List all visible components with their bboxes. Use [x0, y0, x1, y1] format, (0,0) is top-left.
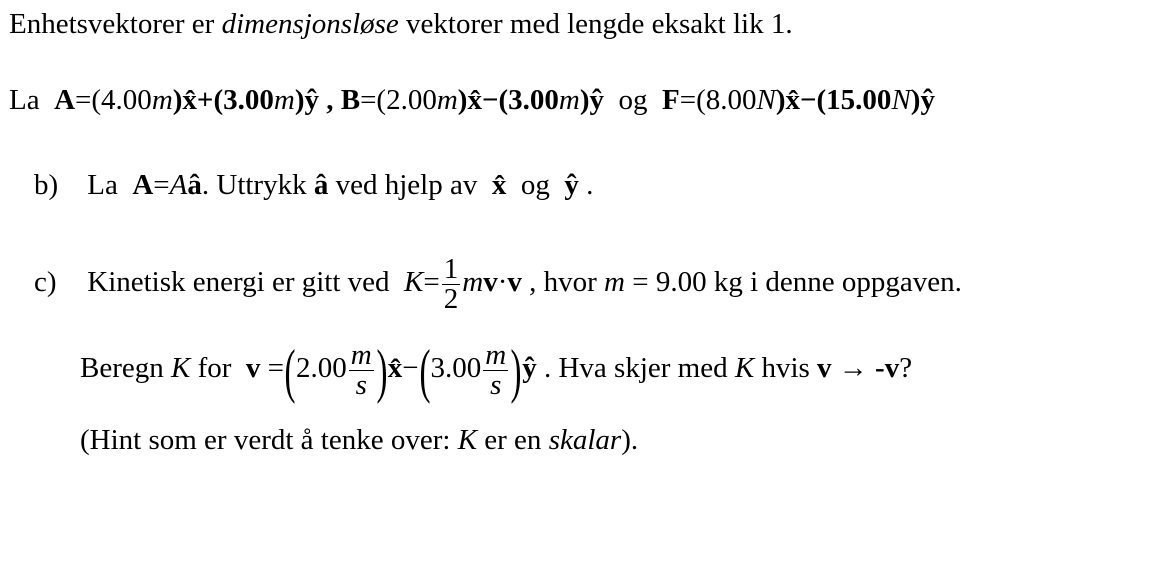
vector-B-expr-3: )ŷ: [579, 84, 605, 116]
vector-A-unit-2: m: [273, 84, 295, 116]
part-b-y-hat: ŷ: [564, 169, 579, 201]
part-c-K: K: [404, 266, 424, 299]
beregn-text-4: . Hva skjer med: [543, 352, 728, 385]
part-c-label: c): [34, 266, 57, 299]
vector-A-expr-1: =(4.00: [75, 84, 152, 116]
part-b: [34, 167, 593, 203]
vector-F-unit-1: N: [756, 84, 776, 116]
part-b-text-1: . Uttrykk: [201, 169, 307, 201]
intro-text-before: Enhetsvektorer er: [9, 8, 222, 40]
beregn-x-hat: x̂: [387, 352, 403, 385]
one-half-fraction: [442, 255, 461, 314]
arrow-icon: →: [838, 352, 868, 385]
part-b-og: og: [520, 169, 550, 201]
beregn-v4: v: [817, 352, 832, 385]
beregn-for: for: [197, 352, 232, 385]
intro-text-after: vektorer med lengde eksakt lik 1.: [398, 8, 793, 40]
right-paren-1: ): [376, 337, 388, 404]
hint-text-3: ).: [621, 424, 639, 456]
part-c-text-3: = 9.00 kg i denne oppgaven.: [632, 266, 962, 299]
part-c-text-1: Kinetisk energi er gitt ved: [87, 266, 390, 299]
vector-B-unit-2: m: [558, 84, 580, 116]
beregn-text: Beregn: [80, 352, 164, 385]
intro-emphasis: dimensjonsløse: [221, 8, 399, 40]
hint-emphasis: skalar: [548, 424, 622, 456]
unit-den-2: s: [490, 369, 502, 401]
part-c: [34, 255, 962, 314]
part-c-v1: v: [483, 266, 498, 299]
vector-B-unit-1: m: [436, 84, 458, 116]
right-paren-2: ): [510, 337, 522, 404]
left-paren-2: (: [419, 337, 431, 404]
vector-A-label: A: [54, 84, 76, 116]
vector-definitions: [9, 82, 935, 118]
part-c-m: m: [462, 266, 484, 299]
beregn-minus: −: [402, 352, 419, 385]
unit-den-1: s: [355, 369, 367, 401]
beregn-line: [80, 337, 913, 404]
beregn-K3: K: [734, 352, 755, 385]
vector-B-expr-2: )x̂−(3.00: [457, 84, 559, 116]
unit-fraction-2: [483, 341, 508, 400]
beregn-q: ?: [899, 352, 913, 385]
hint-text-2: er en: [484, 424, 542, 456]
fraction-denominator: 2: [443, 283, 459, 315]
unit-num-1: m: [350, 339, 372, 371]
fraction-numerator: 1: [443, 253, 459, 285]
vector-F-unit-2: N: [891, 84, 911, 116]
part-b-a-hat: â: [187, 169, 202, 201]
beregn-hvis: hvis: [761, 352, 810, 385]
unit-num-2: m: [485, 339, 507, 371]
beregn-neg-v: -v: [875, 352, 900, 385]
vector-F-label: F: [662, 84, 680, 116]
intro-line: [9, 6, 793, 42]
part-c-m2: m: [604, 266, 625, 299]
vector-B-expr-1: =(2.00: [360, 84, 437, 116]
part-c-eq: =: [423, 266, 440, 299]
part-b-la: La: [87, 169, 118, 201]
velocity-x-value: 2.00: [296, 352, 347, 385]
vector-A-expr-3: )ŷ ,: [294, 84, 334, 116]
vec-la: La: [9, 84, 40, 116]
vec-og: og: [618, 84, 648, 116]
part-c-text-2: , hvor: [529, 266, 597, 299]
vector-A-expr-2: )x̂+(3.00: [172, 84, 274, 116]
part-b-a-hat-2: â: [313, 169, 329, 201]
part-b-A-magnitude: A: [169, 169, 188, 201]
part-b-text-2: ved hjelp av: [335, 169, 478, 201]
part-b-eq: =: [153, 169, 170, 201]
part-b-A-vector: A: [132, 169, 154, 201]
unit-fraction-1: [349, 341, 374, 400]
vector-F-expr-1: =(8.00: [679, 84, 757, 116]
part-b-label: b): [34, 169, 59, 201]
left-paren-1: (: [284, 337, 296, 404]
beregn-y-hat: ŷ: [522, 352, 537, 385]
vector-F-expr-3: )ŷ: [910, 84, 935, 116]
beregn-eq: =: [267, 352, 285, 385]
beregn-K: K: [171, 352, 191, 385]
part-b-x-hat: x̂: [491, 169, 507, 201]
part-c-dot: ·: [497, 266, 508, 299]
hint-text-1: (Hint som er verdt å tenke over:: [80, 424, 451, 456]
part-b-end: .: [586, 169, 594, 201]
hint-line: [80, 422, 638, 458]
vector-A-unit-1: m: [151, 84, 173, 116]
vector-B-label: B: [340, 84, 361, 116]
vector-F-expr-2: )x̂−(15.00: [775, 84, 892, 116]
part-c-v2: v: [507, 266, 522, 299]
velocity-y-value: 3.00: [430, 352, 482, 385]
hint-K: K: [457, 424, 478, 456]
beregn-v: v: [245, 352, 261, 385]
